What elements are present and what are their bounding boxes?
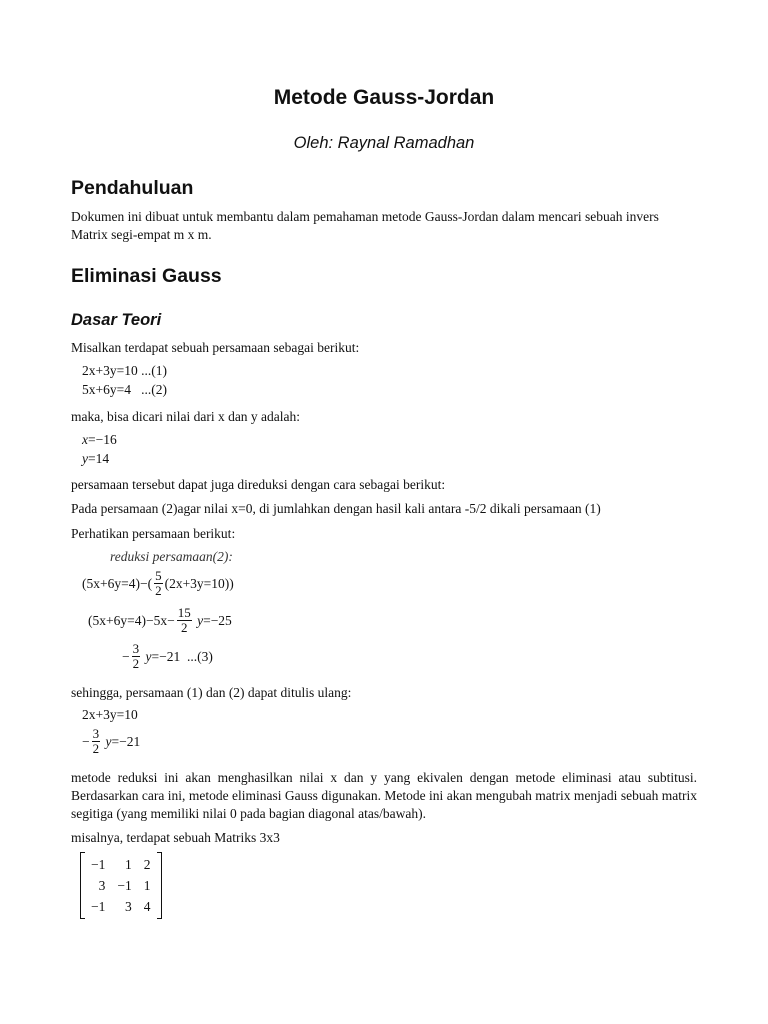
- equation-1: [82, 363, 167, 379]
- paragraph-pada: Pada persamaan (2)agar nilai x=0, di jumlahkan dengan hasil kali antara -5/2 dikali persamaan (1): [71, 501, 601, 516]
- fraction-numerator: 15: [177, 605, 191, 620]
- fraction-denominator: 2: [132, 656, 140, 671]
- equation-reduksi-3: [122, 642, 213, 671]
- equation-text: =−16: [88, 432, 117, 447]
- heading-pendahuluan: Pendahuluan: [71, 177, 194, 199]
- matrix-row: [85, 875, 157, 896]
- matrix-cell: 1: [125, 856, 132, 872]
- equation-text: 5x+6y=4 ...(2): [82, 382, 167, 397]
- fraction: [154, 569, 163, 598]
- equation-text: 2x+3y=10 ...(1): [82, 363, 167, 378]
- equation-reduksi-1: [82, 569, 234, 598]
- equation-rewrite-2: [82, 727, 140, 756]
- heading-dasar-teori: Dasar Teori: [71, 311, 162, 329]
- equation-rewrite-1: [82, 707, 138, 723]
- equation-text: =−25: [203, 612, 232, 628]
- equation-text: (2x+3y=10)): [164, 575, 234, 591]
- equation-reduksi-2: [88, 606, 232, 635]
- document-title: Metode Gauss-Jordan: [273, 86, 495, 109]
- paragraph-persamaan: persamaan tersebut dapat juga direduksi dengan cara sebagai berikut:: [71, 477, 446, 492]
- equation-text: −: [122, 648, 130, 664]
- matrix-row: [85, 896, 157, 917]
- paragraph-maka: maka, bisa dicari nilai dari x dan y adalah:: [71, 409, 301, 424]
- equation-text: (5x+6y=4)−5x−: [88, 612, 175, 628]
- paragraph-pendahuluan: Dokumen ini dibuat untuk membantu dalam pemahaman metode Gauss-Jordan dalam mencari sebuah invers Matrix segi-empat m x m.: [71, 209, 659, 242]
- matrix-cell: 1: [143, 877, 151, 893]
- paragraph-misalnya: misalnya, terdapat sebuah Matriks 3x3: [71, 830, 280, 845]
- reduksi-label: reduksi persamaan(2):: [110, 549, 233, 564]
- fraction-numerator: 3: [132, 641, 140, 656]
- matrix-3x3: [80, 852, 162, 919]
- equation-text: 2x+3y=10: [82, 707, 138, 722]
- equation-text: (5x+6y=4)−(: [82, 575, 153, 591]
- equation-y-solution: [82, 451, 109, 467]
- author-byline: Oleh: Raynal Ramadhan: [293, 134, 475, 152]
- matrix-cell: 2: [143, 856, 151, 872]
- matrix-cell: 4: [143, 898, 151, 914]
- equation-text: x: [82, 432, 88, 447]
- matrix-cell: −1: [91, 856, 106, 872]
- matrix-cell: −1: [117, 877, 132, 893]
- fraction-denominator: 2: [92, 741, 100, 756]
- fraction: [177, 606, 192, 635]
- equation-text: =14: [88, 451, 110, 466]
- equation-text: y: [142, 648, 152, 664]
- heading-eliminasi-gauss: Eliminasi Gauss: [71, 265, 222, 287]
- equation-text: y: [102, 733, 112, 749]
- equation-text: =−21: [111, 733, 141, 749]
- fraction-denominator: 2: [180, 620, 188, 635]
- matrix-cell: −1: [91, 898, 106, 914]
- fraction: [132, 642, 141, 671]
- paragraph-metode: metode reduksi ini akan menghasilkan nilai x dan y yang ekivalen dengan metode eliminasi atau subtitusi. Berdasarkan cara ini, metode eliminasi Gauss digunakan. Metode ini akan mengubah matrix menjadi sebuah matrix segitiga (yang memiliki nilai 0 pada bagian diagonal atas/bawah).: [71, 770, 697, 821]
- equation-text: y: [193, 612, 204, 628]
- fraction-numerator: 3: [92, 726, 100, 741]
- equation-x-solution: [82, 432, 117, 448]
- matrix-cell: 3: [125, 898, 132, 914]
- paragraph-misalkan: Misalkan terdapat sebuah persamaan sebagai berikut:: [71, 340, 360, 355]
- fraction-numerator: 5: [155, 568, 162, 583]
- fraction-denominator: 2: [155, 583, 162, 598]
- equation-text: =−21 ...(3): [151, 648, 213, 664]
- fraction: [92, 727, 101, 756]
- matrix-row: [85, 854, 157, 875]
- paragraph-perhatikan: Perhatikan persamaan berikut:: [71, 526, 236, 541]
- equation-text: y: [82, 451, 88, 466]
- matrix-cell: 3: [98, 877, 106, 893]
- equation-2: [82, 382, 167, 398]
- paragraph-sehingga: sehingga, persamaan (1) dan (2) dapat ditulis ulang:: [71, 685, 352, 700]
- equation-text: −: [82, 733, 90, 749]
